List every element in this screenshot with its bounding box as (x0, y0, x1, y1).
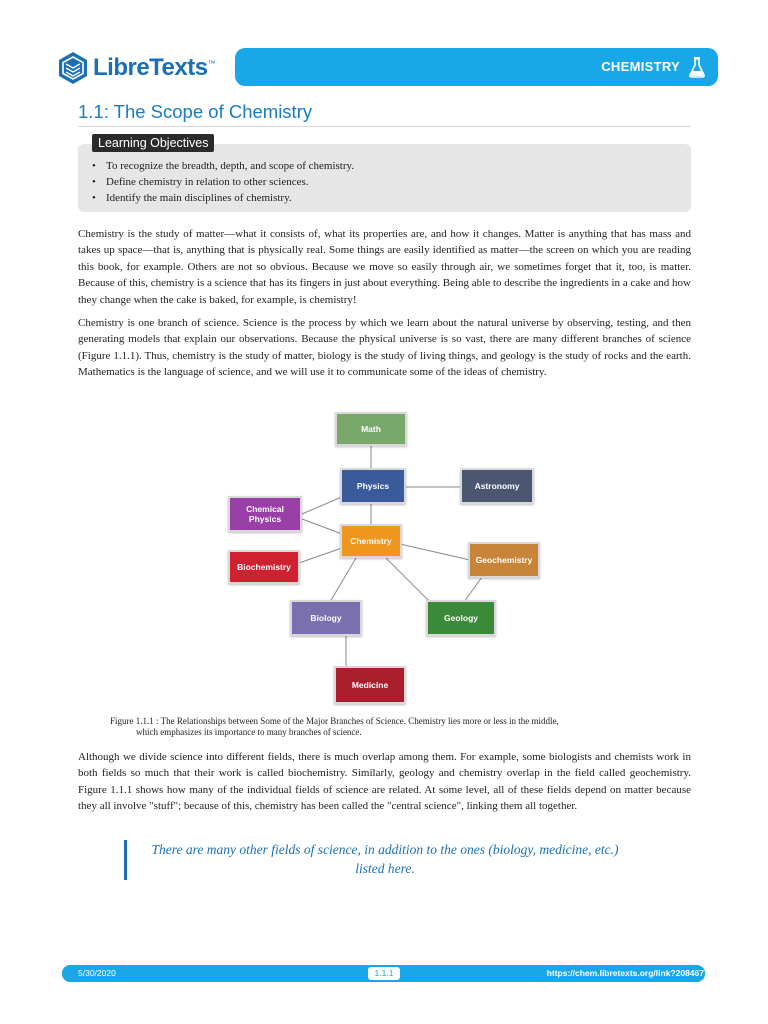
connector-chemistry-chemphysics (302, 519, 342, 534)
page-number: 1.1.1 (367, 966, 401, 981)
node-math (335, 412, 407, 446)
node-label: Physics (356, 481, 390, 491)
flask-icon (688, 56, 706, 78)
connector-geochemistry-geology (464, 577, 482, 602)
note-accent-bar (124, 840, 127, 880)
node-astronomy (460, 468, 534, 504)
subject-banner[interactable] (235, 48, 718, 86)
connector-chemistry-geochemistry (400, 544, 470, 560)
node-label: Chemistry (350, 536, 392, 546)
logo-text: LibreTexts™ (93, 54, 216, 81)
node-label: Astronomy (474, 481, 520, 491)
node-physics (340, 468, 406, 504)
page-title: 1.1: The Scope of Chemistry (78, 101, 313, 122)
connector-chemistry-biology (330, 558, 356, 602)
connector-physics-chemphysics (302, 496, 344, 514)
figure-caption (110, 716, 670, 738)
node-medicine (334, 666, 406, 704)
paragraph-3: Although we divide science into different fields, there is much overlap among them. For example, some biologists and chemists work in both fields so much that their work is called biochemistry. Similarly, geology and chemistry overlap in the field called geochemistry. Figure 1.1.1 shows how many of the individual fields of science are related. At some level, all of these fields depend on matter because they all involve "stuff"; because of this, chemistry has been called the "central science", linking them all together. (78, 751, 691, 813)
node-label: Chemical Physics (246, 504, 284, 524)
node-biology (290, 600, 362, 636)
libretexts-logo-icon (56, 51, 90, 85)
learning-objectives-heading: Learning Objectives (92, 134, 214, 152)
paragraph-1: Chemistry is the study of matter—what it consists of, what its properties are, and how it changes. Matter is anything that has mass and takes up space—that is, anything that is physically real. Some things are easily identified as matter—the screen on which you are reading this book, for example. Others are not so obvious. Because we move so easily through air, we sometimes forget that it, too, is matter. Because of this, chemistry is a science that has its fingers in just about everything. Being able to describe the ingredients in a cake and how they change when the cake is baked, for example, is chemistry! (78, 228, 691, 306)
list-item: • Identify the main disciplines of chemistry. (92, 190, 354, 206)
learning-objectives-list (92, 158, 354, 206)
subject-label: CHEMISTRY (601, 59, 680, 74)
footer-link[interactable]: https://chem.libretexts.org/link?208467 (546, 968, 704, 978)
connector-chemistry-geology (386, 558, 430, 602)
node-chemistry (340, 524, 402, 558)
list-item: • To recognize the breadth, depth, and scope of chemistry. (92, 158, 354, 174)
paragraph-2: Chemistry is one branch of science. Science is the process by which we learn about the natural universe by observing, testing, and then generating models that explain our observations. Because the physical universe is so vast, there are many different branches of science (Figure 1.1.1). Thus, chemistry is the study of matter, biology is the study of living things, and geology is the study of rocks and the earth. Mathematics is the language of science, and we will use it to communicate some of the ideas of chemistry. (78, 317, 691, 379)
node-biochemistry (228, 550, 300, 584)
node-label: Medicine (351, 680, 389, 690)
node-geochemistry (468, 542, 540, 578)
footer-date: 5/30/2020 (78, 968, 116, 978)
node-label: Biochemistry (237, 562, 291, 572)
note-text: There are many other fields of science, in addition to the ones (biology, medicine, etc.) listed here. (151, 842, 619, 876)
node-geology (426, 600, 496, 636)
science-branches-diagram (220, 404, 548, 708)
title-divider (78, 126, 691, 127)
connector-chemistry-biochemistry (296, 548, 342, 564)
caption-line-1: Figure 1.1.1 : The Relationships between Some of the Major Branches of Science. Chemistry lies more or less in the middle, (110, 716, 559, 726)
list-item: • Define chemistry in relation to other sciences. (92, 174, 354, 190)
node-label: Geochemistry (475, 555, 533, 565)
node-label: Math (361, 424, 381, 434)
node-label: Geology (443, 613, 478, 623)
node-chemical-physics (228, 496, 302, 532)
caption-line-2: which emphasizes its importance to many branches of science. (136, 727, 362, 737)
node-label: Biology (310, 613, 342, 623)
libretexts-logo[interactable] (56, 48, 215, 88)
